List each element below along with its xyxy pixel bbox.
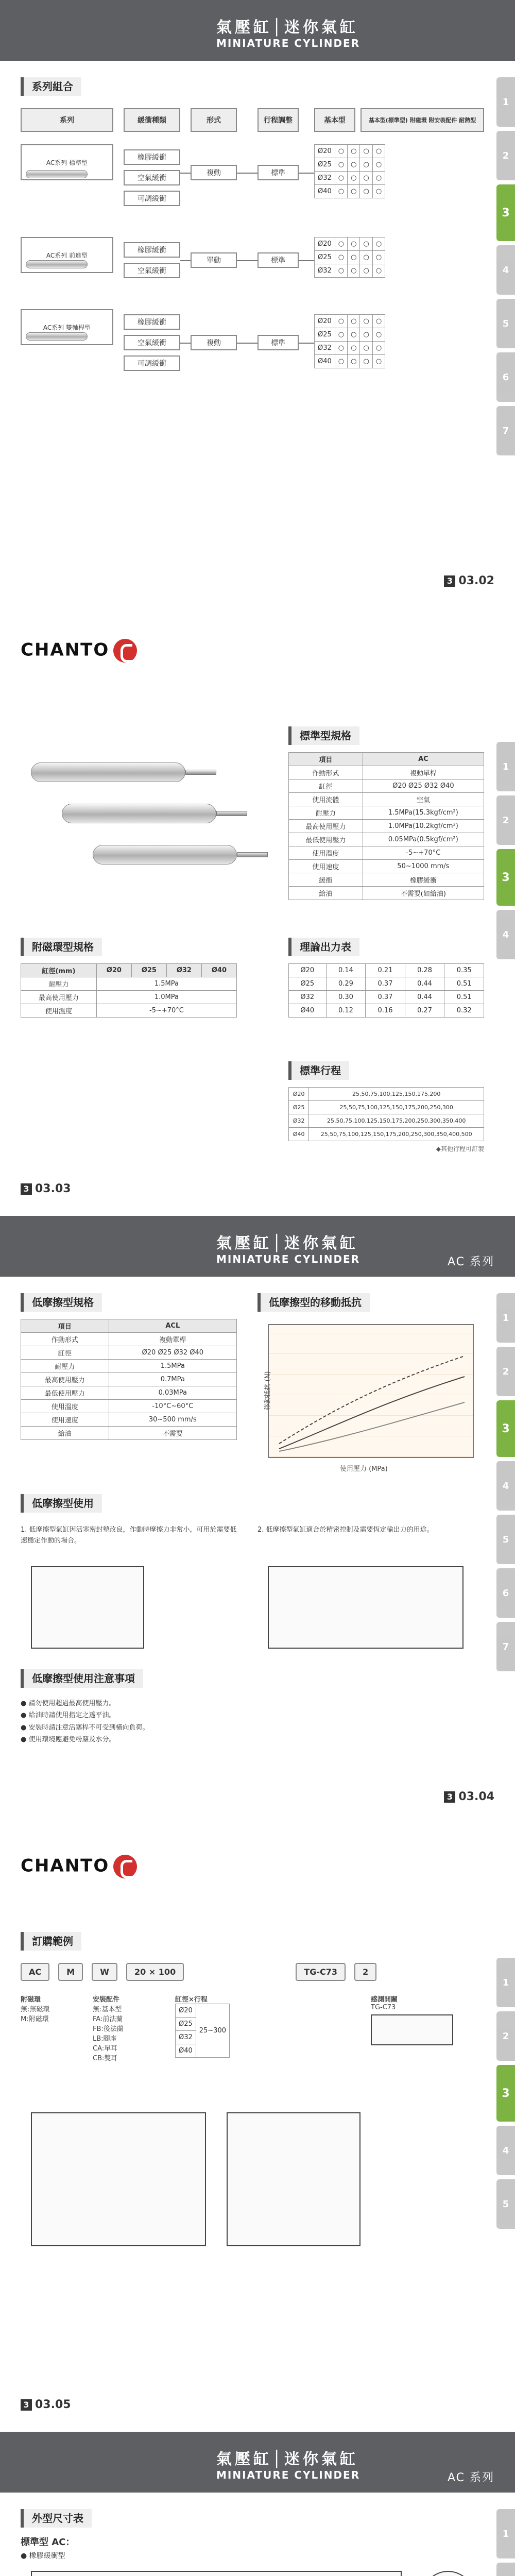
chapter-tab-5[interactable]: 5 [496,2179,515,2229]
caution-line: ● 給油時請使用指定之透平油。 [21,1711,116,1720]
cushion-air: 空氣緩衝 [124,170,180,185]
note-1: 1. 低摩擦型氣缸因活塞密封墊改良，作動時摩擦力非常小，可用於需要低速穩定作動的場合。 [21,1526,237,1545]
chapter-tab-7[interactable]: 7 [496,406,515,455]
stroke-note: ◆其他行程可訂製 [436,1145,484,1153]
caution-line: ● 使用環境應避免粉塵及水分。 [21,1736,116,1744]
page-number: 3 03.05 [21,2398,71,2411]
chapter-tab-1[interactable]: 1 [496,2509,515,2558]
series-ac-standard: AC系列 標準型 [21,144,113,180]
col-bore: 基本型 [314,108,355,132]
page-specs [0,608,515,1216]
bore-32: Ø32 [315,172,335,185]
std-label: 標準型 AC： [21,2537,75,2548]
graph-xlabel: 使用壓力 (MPa) [340,1465,388,1473]
caution-list [21,1698,474,1746]
spec-title: 標準型規格 [288,726,359,745]
page-header [0,0,515,61]
chapter-tab-4[interactable]: 4 [496,1461,515,1511]
chapter-tabs[interactable] [496,1958,515,2233]
chapter-tab-2[interactable] [496,2563,515,2576]
chapter-tab-4[interactable]: 4 [496,245,515,295]
brand-mark-icon [113,639,137,663]
caution-line: ● 請勿使用超過最高使用壓力。 [21,1700,116,1707]
section-title: 系列組合 [21,77,81,96]
chapter-tab-6[interactable]: 6 [496,1568,515,1618]
magnet-options: 附磁環 無:無磁環 M:附磁環 [21,1996,50,2023]
illustration-1 [31,1566,144,1649]
mount-options: 安裝配件 無:基本型 FA:前法蘭 FB:後法蘭 LB:腳座 CA:單耳 CB:雙耳 [93,1996,124,2062]
product-cylinder-2 [62,804,216,823]
mount-standard-2: 標準 [258,252,299,268]
graph-title: 低摩擦型的移動抵抗 [258,1293,370,1312]
sensor-image [371,2014,453,2045]
low-friction-spec-title: 低摩擦型規格 [21,1293,102,1312]
accessory-images [31,2112,206,2246]
chapter-tab-6[interactable]: 6 [496,352,515,402]
bore-32: Ø32 [315,264,335,278]
code-bore-stroke: 20 × 100 [126,1963,184,1981]
product-cylinder-1 [31,762,185,782]
cylinder-image [26,260,88,268]
page-series-combination [0,0,515,608]
sensor-option: 感測開關 TG-C73 [371,1994,474,2045]
bore-32: Ø32 [315,342,335,355]
mount-standard-3: 標準 [258,335,299,350]
brand-logo: CHANTO [21,1855,137,1878]
cylinder-image [26,170,88,178]
chapter-tab-1[interactable]: 1 [496,1293,515,1343]
page-low-friction [0,1216,515,1824]
note-title: 低摩擦型使用 [21,1494,102,1513]
cushion-rubber-3: 橡膠緩衝 [124,314,180,330]
bore-grid-2: Ø20 ○ ○ ○ ○ Ø25 ○ ○ ○ ○ Ø32 ○ ○ ○ ○ [314,237,385,278]
code-magnet: M [58,1963,83,1981]
caution-line: ● 安裝時請注意活塞桿不可受到橫向負荷。 [21,1723,149,1732]
mounting-images [227,2112,360,2246]
illustration-2 [268,1566,464,1649]
bore-40: Ø40 [315,355,335,368]
col-cushion: 緩衝種類 [124,108,180,132]
code-series: AC [21,1963,49,1981]
chapter-tab-3[interactable]: 3 [496,1400,515,1457]
chapter-tab-5[interactable]: 5 [496,1515,515,1564]
chapter-tab-1[interactable]: 1 [496,1958,515,2007]
type-double-3: 複動 [191,335,237,350]
col-options: 基本型(標準型) 附磁環 附安裝配件 耐熱型 [360,108,484,132]
series-ac-forward: AC系列 前進型 [21,237,113,273]
chapter-tab-4[interactable]: 4 [496,910,515,959]
product-cylinder-3 [93,845,237,865]
bore-grid-1: Ø20 ○ ○ ○ ○ Ø25 ○ ○ ○ ○ Ø32 ○ ○ ○ ○ Ø40 ○ ○ ○ ○ [314,144,385,198]
resistance-graph [268,1324,474,1458]
chapter-tab-3[interactable]: 3 [496,184,515,241]
type-single: 單動 [191,252,237,268]
chapter-tab-2[interactable]: 2 [496,131,515,180]
force-table: Ø20 0.14 0.21 0.28 0.35 Ø25 0.29 0.37 0.44 0.51 Ø32 0.30 0.37 0.44 0.51 Ø40 0.12 0.16 0.27 0.32 [288,963,484,1018]
cushion-adjustable: 可調緩衝 [124,191,180,206]
resistance-curves [269,1325,475,1459]
chapter-tab-2[interactable]: 2 [496,1347,515,1396]
brand-logo: CHANTO [21,639,137,663]
col-series: 系列 [21,108,113,132]
std-sub: ● 橡膠緩衝型 [21,2552,65,2560]
bore-25: Ø25 [315,328,335,342]
page-header: 氣壓缸│迷你氣缸 MINIATURE CYLINDER AC 系列 [0,1216,515,1277]
drawing-standard [31,2571,402,2576]
chapter-tabs[interactable] [496,2509,515,2576]
cushion-rubber: 橡膠緩衝 [124,149,180,165]
col-type: 形式 [191,108,237,132]
page-number: 3 03.04 [444,1790,494,1803]
stroke-title: 標準行程 [288,1061,349,1080]
dim-title: 外型尺寸表 [21,2509,92,2528]
chapter-tabs[interactable] [496,77,515,460]
bore-20: Ø20 [315,145,335,158]
series-ac-double-rod: AC系列 雙軸桿型 [21,309,113,345]
bore-25: Ø25 [315,158,335,172]
chapter-tab-1[interactable]: 1 [496,742,515,791]
low-friction-spec-table: 項目 ACL 作動形式 複動單桿 缸徑 Ø20 Ø25 Ø32 Ø40 耐壓力 1.5MPa 最高使用壓力 0.7MPa 最低使用壓力 0.03MPa 使用溫度 -10°C~60°C 使用速度 30~500 mm/s 給油 不需要 [21,1319,237,1440]
bore-stroke-options: 缸徑×行程 Ø20 25~300 Ø25 Ø32 Ø40 [175,1994,230,2058]
chapter-tabs[interactable] [496,1293,515,1675]
order-title: 訂購範例 [21,1932,81,1951]
chapter-tab-2[interactable]: 2 [496,2011,515,2061]
header-title-zh: 氣壓缸│迷你氣缸 [216,19,359,37]
page-ordering [0,1824,515,2432]
chapter-tabs[interactable] [496,742,515,963]
bore-40: Ø40 [315,185,335,198]
force-title: 理論出力表 [288,938,359,956]
chapter-tab-4[interactable]: 4 [496,2126,515,2175]
header-title-en: MINIATURE CYLINDER [216,37,360,49]
caution-title: 低摩擦型使用注意事項 [21,1669,143,1688]
page-number: 3 03.03 [21,1182,71,1195]
drawing-end-view [412,2571,484,2576]
chapter-tab-7[interactable]: 7 [496,1622,515,1671]
chapter-tab-3[interactable]: 3 [496,2065,515,2122]
chapter-tab-2[interactable]: 2 [496,795,515,845]
code-qty: 2 [354,1963,376,1981]
bore-grid-3: Ø20 ○ ○ ○ ○ Ø25 ○ ○ ○ ○ Ø32 ○ ○ ○ ○ Ø40 ○ ○ ○ ○ [314,314,385,368]
chapter-tab-3[interactable]: 3 [496,849,515,906]
page-header: 氣壓缸│迷你氣缸 MINIATURE CYLINDER AC 系列 [0,2432,515,2493]
cushion-adjustable-3: 可調緩衝 [124,355,180,371]
page-number: 3 03.02 [444,574,494,587]
bore-20: Ø20 [315,238,335,251]
note-2: 2. 低摩擦型氣缸適合於精密控制及需要恆定輸出力的用途。 [258,1526,434,1534]
brand-mark-icon [113,1855,137,1878]
chapter-tab-1[interactable]: 1 [496,77,515,127]
col-mount: 行程調整 [258,108,299,132]
cylinder-image [26,332,88,341]
mag-spec-title: 附磁環型規格 [21,938,102,956]
mag-spec-table: 缸徑(mm) Ø20 Ø25 Ø32 Ø40 耐壓力 1.5MPa 最高使用壓力 1.0MPa 使用溫度 -5~+70°C [21,963,237,1018]
bore-25: Ø25 [315,251,335,264]
chapter-tab-5[interactable]: 5 [496,299,515,348]
spec-table: 項目 AC 作動形式 複動單桿 缸徑 Ø20 Ø25 Ø32 Ø40 使用流體 空氣 耐壓力 1.5MPa(15.3kgf/cm²) 最高使用壓力 1.0MPa(10.2kgf/cm²) 最低使用壓力 0.05MPa(0.5kgf/cm²) 使用溫度 -5~+70°C 使用速度 50~1000 mm/s 緩衝 橡膠緩衝 給油 不需要(如給油) [288,752,484,900]
type-double: 複動 [191,165,237,180]
bore-20: Ø20 [315,315,335,328]
cushion-air-2: 空氣緩衝 [124,263,180,278]
page-dimensions [0,2432,515,2576]
graph-ylabel: 移動抵抗 (N) [264,1371,272,1411]
cushion-air-3: 空氣緩衝 [124,335,180,350]
order-code [21,1963,383,1981]
code-mount: W [92,1963,117,1981]
code-sensor: TG-C73 [296,1963,346,1981]
mount-standard: 標準 [258,165,299,180]
cushion-rubber-2: 橡膠緩衝 [124,242,180,258]
stroke-table: Ø20 25,50,75,100,125,150,175,200 Ø25 25,50,75,100,125,150,175,200,250,300 Ø32 25,50,75,100,125,150,175,200,250,300,350,400 Ø40 25,50,75,100,125,150,175,200,250,300,350,400,500 ◆其他行程可訂製 [288,1087,484,1153]
